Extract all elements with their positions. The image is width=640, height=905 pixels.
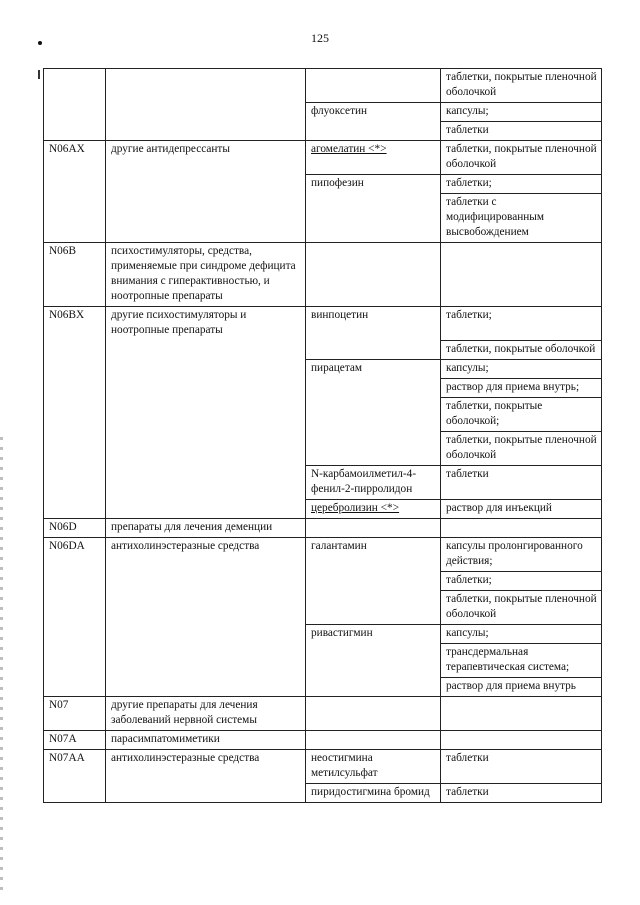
drug-list-table: [43, 68, 602, 803]
dosage-form-cell: таблетки, покрытые пленочной оболочкой: [441, 141, 602, 175]
group-name-cell: [106, 69, 306, 103]
drug-name-cell: пиридостигмина бромид: [306, 783, 441, 802]
drug-name-cell: винпоцетин: [306, 307, 441, 341]
group-name-cell: [106, 571, 306, 590]
drug-name-cell: пипофезин: [306, 175, 441, 194]
table-row: [44, 103, 602, 122]
table-row: [44, 749, 602, 783]
table-row: [44, 340, 602, 359]
dosage-form-cell: таблетки, покрытые оболочкой: [441, 340, 602, 359]
group-name-cell: другие антидепрессанты: [106, 141, 306, 175]
dosage-form-cell: таблетки;: [441, 175, 602, 194]
atc-code-cell: [44, 431, 106, 465]
drug-name-cell: [306, 590, 441, 624]
table-body: [44, 69, 602, 803]
atc-code-cell: [44, 397, 106, 431]
drug-name-cell: флуоксетин: [306, 103, 441, 122]
drug-name-cell: [306, 397, 441, 431]
drug-name-cell: [306, 696, 441, 730]
group-name-cell: [106, 677, 306, 696]
dosage-form-cell: таблетки: [441, 749, 602, 783]
group-name-cell: [106, 465, 306, 499]
dosage-form-cell: таблетки: [441, 465, 602, 499]
drug-name-cell: [306, 571, 441, 590]
group-name-cell: парасимпатомиметики: [106, 730, 306, 749]
dosage-form-cell: капсулы;: [441, 103, 602, 122]
dosage-form-cell: таблетки;: [441, 571, 602, 590]
atc-code-cell: [44, 624, 106, 643]
group-name-cell: [106, 397, 306, 431]
table-row: [44, 696, 602, 730]
atc-code-cell: N07AA: [44, 749, 106, 783]
drug-name-cell: [306, 378, 441, 397]
group-name-cell: психостимуляторы, средства, применяемые при синдроме дефицита внимания с гиперактивностью, и ноотропные препараты: [106, 243, 306, 307]
drug-name-cell: [306, 69, 441, 103]
table-row: [44, 518, 602, 537]
group-name-cell: [106, 103, 306, 122]
drug-name-cell: [306, 643, 441, 677]
group-name-cell: [106, 590, 306, 624]
table-row: [44, 141, 602, 175]
dosage-form-cell: раствор для приема внутрь;: [441, 378, 602, 397]
dosage-form-cell: таблетки;: [441, 307, 602, 341]
dosage-form-cell: таблетки, покрытые пленочной оболочкой: [441, 590, 602, 624]
table-row: [44, 783, 602, 802]
atc-code-cell: [44, 359, 106, 378]
group-name-cell: антихолинэстеразные средства: [106, 537, 306, 571]
table-row: [44, 571, 602, 590]
scan-artifact-edge: [0, 430, 3, 890]
drug-name-cell: [306, 518, 441, 537]
drug-name-cell: [306, 194, 441, 243]
atc-code-cell: N06DA: [44, 537, 106, 571]
dosage-form-cell: [441, 696, 602, 730]
atc-code-cell: N07: [44, 696, 106, 730]
atc-code-cell: N06AX: [44, 141, 106, 175]
drug-name-cell: пирацетам: [306, 359, 441, 378]
table-row: [44, 730, 602, 749]
group-name-cell: [106, 624, 306, 643]
dosage-form-cell: [441, 518, 602, 537]
table-row: [44, 431, 602, 465]
atc-code-cell: [44, 69, 106, 103]
group-name-cell: [106, 499, 306, 518]
dosage-form-cell: капсулы;: [441, 359, 602, 378]
group-name-cell: [106, 122, 306, 141]
dosage-form-cell: [441, 730, 602, 749]
dosage-form-cell: раствор для инъекций: [441, 499, 602, 518]
drug-name-cell: [306, 677, 441, 696]
table-row: [44, 378, 602, 397]
atc-code-cell: N06B: [44, 243, 106, 307]
dosage-form-cell: таблетки: [441, 122, 602, 141]
table-row: [44, 677, 602, 696]
atc-code-cell: [44, 340, 106, 359]
atc-code-cell: [44, 103, 106, 122]
drug-name-cell: [306, 243, 441, 307]
table-row: [44, 307, 602, 341]
dosage-form-cell: раствор для приема внутрь: [441, 677, 602, 696]
atc-code-cell: [44, 122, 106, 141]
dosage-form-cell: таблетки, покрытые оболочкой;: [441, 397, 602, 431]
table-row: [44, 397, 602, 431]
dosage-form-cell: капсулы пролонгированного действия;: [441, 537, 602, 571]
table-row: [44, 624, 602, 643]
drug-name-cell: N-карбамоилметил-4-фенил-2-пирролидон: [306, 465, 441, 499]
atc-code-cell: [44, 571, 106, 590]
atc-code-cell: [44, 378, 106, 397]
atc-code-cell: [44, 465, 106, 499]
dosage-form-cell: капсулы;: [441, 624, 602, 643]
atc-code-cell: [44, 590, 106, 624]
table-row: [44, 359, 602, 378]
group-name-cell: [106, 783, 306, 802]
scan-artifact-mark: [38, 70, 40, 79]
dosage-form-cell: таблетки, покрытые пленочной оболочкой: [441, 69, 602, 103]
drug-name-cell: неостигмина метилсульфат: [306, 749, 441, 783]
atc-code-cell: [44, 643, 106, 677]
atc-code-cell: [44, 194, 106, 243]
drug-name-link[interactable]: агомелатин <*>: [311, 143, 387, 155]
group-name-cell: [106, 643, 306, 677]
drug-name-cell: [306, 340, 441, 359]
drug-name-link[interactable]: церебролизин <*>: [311, 501, 400, 514]
table-row: [44, 590, 602, 624]
table-row: [44, 465, 602, 499]
drug-name-cell: [306, 122, 441, 141]
dosage-form-cell: таблетки, покрытые пленочной оболочкой: [441, 431, 602, 465]
dosage-form-cell: [441, 243, 602, 307]
table-row: [44, 194, 602, 243]
atc-code-cell: [44, 677, 106, 696]
table-row: [44, 175, 602, 194]
atc-code-cell: [44, 499, 106, 518]
group-name-cell: [106, 431, 306, 465]
group-name-cell: препараты для лечения деменции: [106, 518, 306, 537]
group-name-cell: [106, 194, 306, 243]
atc-code-cell: N06D: [44, 518, 106, 537]
group-name-cell: другие психостимуляторы и ноотропные препараты: [106, 307, 306, 341]
atc-code-cell: [44, 175, 106, 194]
drug-name-cell: [306, 499, 441, 518]
page-number: 125: [311, 31, 329, 45]
drug-name-cell: [306, 141, 441, 175]
group-name-cell: [106, 378, 306, 397]
table-row: [44, 122, 602, 141]
group-name-cell: антихолинэстеразные средства: [106, 749, 306, 783]
table-row: [44, 499, 602, 518]
drug-name-cell: ривастигмин: [306, 624, 441, 643]
dosage-form-cell: таблетки: [441, 783, 602, 802]
drug-name-cell: [306, 730, 441, 749]
table-row: [44, 243, 602, 307]
table-row: [44, 643, 602, 677]
table-row: [44, 537, 602, 571]
atc-code-cell: N07A: [44, 730, 106, 749]
dosage-form-cell: таблетки с модифицированным высвобождением: [441, 194, 602, 243]
dosage-form-cell: трансдермальная терапевтическая система;: [441, 643, 602, 677]
atc-code-cell: N06BX: [44, 307, 106, 341]
group-name-cell: [106, 359, 306, 378]
table-row: [44, 69, 602, 103]
drug-name-cell: галантамин: [306, 537, 441, 571]
group-name-cell: [106, 175, 306, 194]
group-name-cell: другие препараты для лечения заболеваний нервной системы: [106, 696, 306, 730]
atc-code-cell: [44, 783, 106, 802]
group-name-cell: [106, 340, 306, 359]
drug-name-cell: [306, 431, 441, 465]
